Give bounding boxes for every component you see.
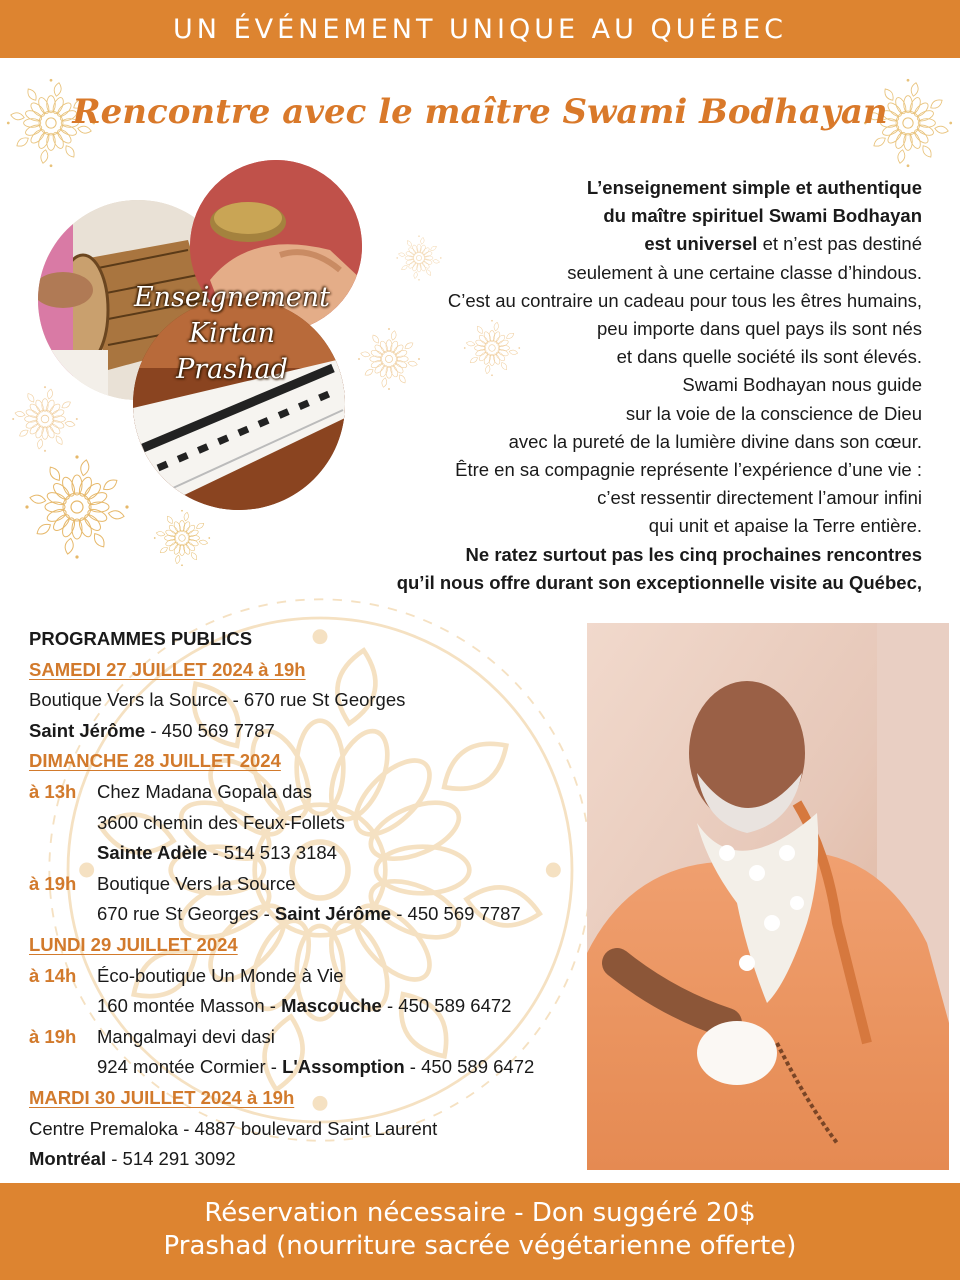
desc-line-7: et dans quelle société ils sont élevés.	[616, 346, 922, 368]
monday-event-2: à 19h Mangalmayi devi dasi	[29, 1025, 275, 1047]
sunday-event-1: à 13h Chez Madana Gopala das	[29, 780, 312, 802]
desc-line-9: sur la voie de la conscience de Dieu	[625, 402, 922, 424]
page-title: Rencontre avec le maître Swami Bodhayan	[72, 92, 888, 132]
desc-line-10: avec la pureté de la lumière divine dans son cœur.	[508, 430, 922, 452]
swami-portrait-photo	[587, 623, 949, 1170]
desc-line-1: L’enseignement simple et authentique	[586, 177, 922, 198]
footer-line-2: Prashad (nourriture sacrée végétarienne offerte)	[163, 1231, 797, 1261]
saturday-city: Saint Jérôme - 450 569 7787	[29, 719, 275, 741]
word-prashad: Prashad	[176, 354, 288, 385]
desc-line-14: Ne ratez surtout pas les cinq prochaines rencontres	[465, 543, 922, 565]
saturday-place: Boutique Vers la Source - 670 rue St Georges	[29, 689, 406, 711]
portrait-icon	[587, 623, 949, 1170]
desc-line-2: du maître spirituel Swami Bodhayan	[603, 205, 922, 227]
description-text	[342, 174, 922, 597]
monday-event-2-address: 924 montée Cormier - L'Assomption - 450 589 6472	[97, 1056, 535, 1078]
monday-date: LUNDI 29 JUILLET 2024	[29, 933, 238, 955]
desc-line-15: qu’il nous offre durant son exceptionnelle visite au Québec,	[396, 571, 922, 593]
saturday-date: SAMEDI 27 JUILLET 2024 à 19h	[29, 658, 306, 680]
program-heading: PROGRAMMES PUBLICS	[29, 628, 253, 649]
bottom-banner	[0, 1183, 960, 1280]
monday-event-1-address: 160 montée Masson - Mascouche - 450 589 6472	[97, 995, 512, 1017]
desc-line-4: seulement à une certaine classe d’hindous.	[567, 261, 922, 283]
word-kirtan: Kirtan	[188, 318, 276, 349]
sunday-event-1-city: Sainte Adèle - 514 513 3184	[97, 842, 337, 864]
mandala-small-5-icon	[152, 508, 212, 568]
word-enseignement: Enseignement	[133, 282, 331, 313]
desc-line-12: c’est ressentir directement l’amour infini	[597, 487, 922, 509]
sunday-event-2-address: 670 rue St Georges - Saint Jérôme - 450 569 7787	[97, 903, 521, 925]
desc-line-5: C’est au contraire un cadeau pour tous les êtres humains,	[447, 289, 922, 311]
tuesday-date: MARDI 30 JUILLET 2024 à 19h	[29, 1086, 295, 1108]
top-banner: UN ÉVÉNEMENT UNIQUE AU QUÉBEC	[0, 0, 960, 58]
desc-line-3: est universel et n’est pas destiné	[644, 233, 922, 255]
desc-line-11: Être en sa compagnie représente l’expérience d’une vie :	[455, 459, 922, 481]
footer-line-1: Réservation nécessaire - Don suggéré 20$	[204, 1198, 756, 1228]
circle-words	[112, 280, 352, 388]
desc-line-13: qui unit et apaise la Terre entière.	[648, 515, 922, 537]
desc-line-8: Swami Bodhayan nous guide	[682, 374, 922, 396]
desc-line-6: peu importe dans quel pays ils sont nés	[597, 318, 922, 340]
program-list	[29, 624, 619, 1175]
sunday-event-1-address: 3600 chemin des Feux-Follets	[97, 811, 345, 833]
monday-event-1: à 14h Éco-boutique Un Monde à Vie	[29, 964, 344, 986]
tuesday-city: Montréal - 514 291 3092	[29, 1148, 236, 1170]
tuesday-place: Centre Premaloka - 4887 boulevard Saint Laurent	[29, 1117, 438, 1139]
sunday-event-2: à 19h Boutique Vers la Source	[29, 872, 296, 894]
sunday-date: DIMANCHE 28 JUILLET 2024	[29, 750, 281, 772]
